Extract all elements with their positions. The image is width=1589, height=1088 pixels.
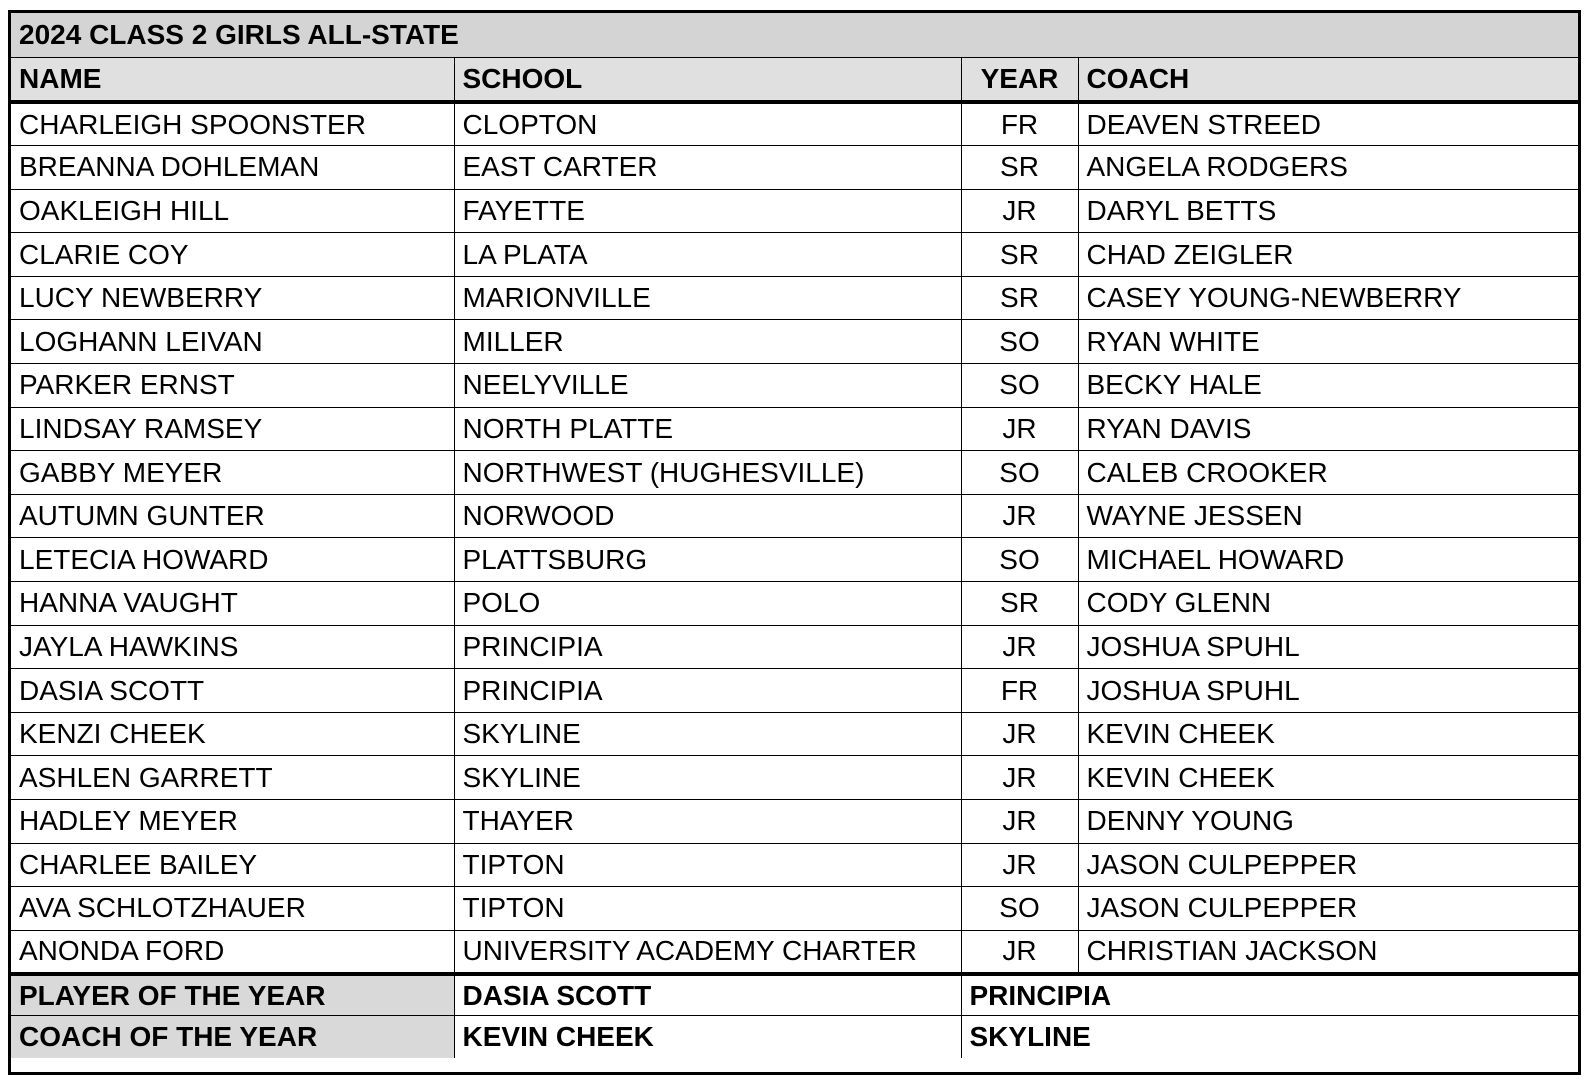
school-cell: PRINCIPIA [454, 625, 961, 669]
player-name-cell: BREANNA DOHLEMAN [11, 146, 454, 190]
table-row [11, 887, 1578, 931]
player-name-cell: JAYLA HAWKINS [11, 625, 454, 669]
all-state-sheet [8, 10, 1581, 1075]
player-name-cell: KENZI CHEEK [11, 712, 454, 756]
header-school: SCHOOL [454, 57, 961, 102]
table-row [11, 843, 1578, 887]
year-cell: SR [961, 582, 1078, 626]
year-cell: JR [961, 800, 1078, 844]
school-cell: LA PLATA [454, 233, 961, 277]
table-row [11, 276, 1578, 320]
coach-of-the-year-label: COACH OF THE YEAR [11, 1016, 454, 1058]
coach-cell: CHAD ZEIGLER [1078, 233, 1578, 277]
table-row [11, 146, 1578, 190]
year-cell: SR [961, 146, 1078, 190]
player-name-cell: ANONDA FORD [11, 930, 454, 974]
player-name-cell: DASIA SCOTT [11, 669, 454, 713]
year-cell: SO [961, 887, 1078, 931]
table-row [11, 582, 1578, 626]
table-row [11, 930, 1578, 974]
coach-cell: CODY GLENN [1078, 582, 1578, 626]
player-name-cell: LUCY NEWBERRY [11, 276, 454, 320]
coach-cell: WAYNE JESSEN [1078, 494, 1578, 538]
coach-cell: DENNY YOUNG [1078, 800, 1578, 844]
header-row [11, 57, 1578, 102]
coach-of-the-year-school: SKYLINE [961, 1016, 1578, 1058]
school-cell: PLATTSBURG [454, 538, 961, 582]
table-title: 2024 CLASS 2 GIRLS ALL-STATE [11, 13, 1578, 57]
table-row [11, 800, 1578, 844]
player-name-cell: OAKLEIGH HILL [11, 189, 454, 233]
coach-cell: CHRISTIAN JACKSON [1078, 930, 1578, 974]
school-cell: PRINCIPIA [454, 669, 961, 713]
year-cell: JR [961, 843, 1078, 887]
player-of-the-year-row [11, 974, 1578, 1016]
table-row [11, 189, 1578, 233]
coach-cell: CALEB CROOKER [1078, 451, 1578, 495]
player-name-cell: LINDSAY RAMSEY [11, 407, 454, 451]
coach-cell: DEAVEN STREED [1078, 102, 1578, 146]
year-cell: SO [961, 538, 1078, 582]
player-name-cell: AUTUMN GUNTER [11, 494, 454, 538]
school-cell: SKYLINE [454, 756, 961, 800]
year-cell: FR [961, 669, 1078, 713]
year-cell: JR [961, 625, 1078, 669]
player-name-cell: GABBY MEYER [11, 451, 454, 495]
player-name-cell: CHARLEIGH SPOONSTER [11, 102, 454, 146]
table-row [11, 538, 1578, 582]
school-cell: FAYETTE [454, 189, 961, 233]
coach-cell: JOSHUA SPUHL [1078, 625, 1578, 669]
player-name-cell: LETECIA HOWARD [11, 538, 454, 582]
table-row [11, 494, 1578, 538]
player-of-the-year-label: PLAYER OF THE YEAR [11, 974, 454, 1016]
coach-cell: CASEY YOUNG-NEWBERRY [1078, 276, 1578, 320]
header-year: YEAR [961, 57, 1078, 102]
year-cell: SO [961, 364, 1078, 408]
year-cell: SO [961, 320, 1078, 364]
table-row [11, 625, 1578, 669]
year-cell: SR [961, 233, 1078, 277]
table-row [11, 102, 1578, 146]
table-row [11, 712, 1578, 756]
player-name-cell: CLARIE COY [11, 233, 454, 277]
school-cell: CLOPTON [454, 102, 961, 146]
title-row [11, 13, 1578, 57]
player-name-cell: HANNA VAUGHT [11, 582, 454, 626]
coach-cell: RYAN DAVIS [1078, 407, 1578, 451]
school-cell: NEELYVILLE [454, 364, 961, 408]
coach-of-the-year-name: KEVIN CHEEK [454, 1016, 961, 1058]
player-of-the-year-school: PRINCIPIA [961, 974, 1578, 1016]
player-name-cell: AVA SCHLOTZHAUER [11, 887, 454, 931]
coach-cell: KEVIN CHEEK [1078, 756, 1578, 800]
year-cell: JR [961, 189, 1078, 233]
school-cell: MARIONVILLE [454, 276, 961, 320]
year-cell: JR [961, 494, 1078, 538]
school-cell: NORTHWEST (HUGHESVILLE) [454, 451, 961, 495]
school-cell: POLO [454, 582, 961, 626]
table-row [11, 756, 1578, 800]
coach-cell: KEVIN CHEEK [1078, 712, 1578, 756]
all-state-table [11, 13, 1578, 1058]
player-name-cell: ASHLEN GARRETT [11, 756, 454, 800]
year-cell: JR [961, 407, 1078, 451]
coach-of-the-year-row [11, 1016, 1578, 1058]
table-row [11, 451, 1578, 495]
player-of-the-year-name: DASIA SCOTT [454, 974, 961, 1016]
school-cell: TIPTON [454, 887, 961, 931]
coach-cell: JASON CULPEPPER [1078, 843, 1578, 887]
table-row [11, 364, 1578, 408]
coach-cell: DARYL BETTS [1078, 189, 1578, 233]
player-name-cell: LOGHANN LEIVAN [11, 320, 454, 364]
table-row [11, 320, 1578, 364]
player-name-cell: PARKER ERNST [11, 364, 454, 408]
header-name: NAME [11, 57, 454, 102]
school-cell: TIPTON [454, 843, 961, 887]
coach-cell: RYAN WHITE [1078, 320, 1578, 364]
table-row [11, 669, 1578, 713]
year-cell: JR [961, 930, 1078, 974]
table-row [11, 233, 1578, 277]
table-row [11, 407, 1578, 451]
player-name-cell: CHARLEE BAILEY [11, 843, 454, 887]
year-cell: SO [961, 451, 1078, 495]
year-cell: SR [961, 276, 1078, 320]
year-cell: JR [961, 712, 1078, 756]
coach-cell: JOSHUA SPUHL [1078, 669, 1578, 713]
player-name-cell: HADLEY MEYER [11, 800, 454, 844]
school-cell: THAYER [454, 800, 961, 844]
coach-cell: MICHAEL HOWARD [1078, 538, 1578, 582]
school-cell: NORTH PLATTE [454, 407, 961, 451]
coach-cell: JASON CULPEPPER [1078, 887, 1578, 931]
year-cell: JR [961, 756, 1078, 800]
school-cell: SKYLINE [454, 712, 961, 756]
coach-cell: ANGELA RODGERS [1078, 146, 1578, 190]
year-cell: FR [961, 102, 1078, 146]
header-coach: COACH [1078, 57, 1578, 102]
school-cell: EAST CARTER [454, 146, 961, 190]
coach-cell: BECKY HALE [1078, 364, 1578, 408]
school-cell: NORWOOD [454, 494, 961, 538]
school-cell: UNIVERSITY ACADEMY CHARTER [454, 930, 961, 974]
school-cell: MILLER [454, 320, 961, 364]
